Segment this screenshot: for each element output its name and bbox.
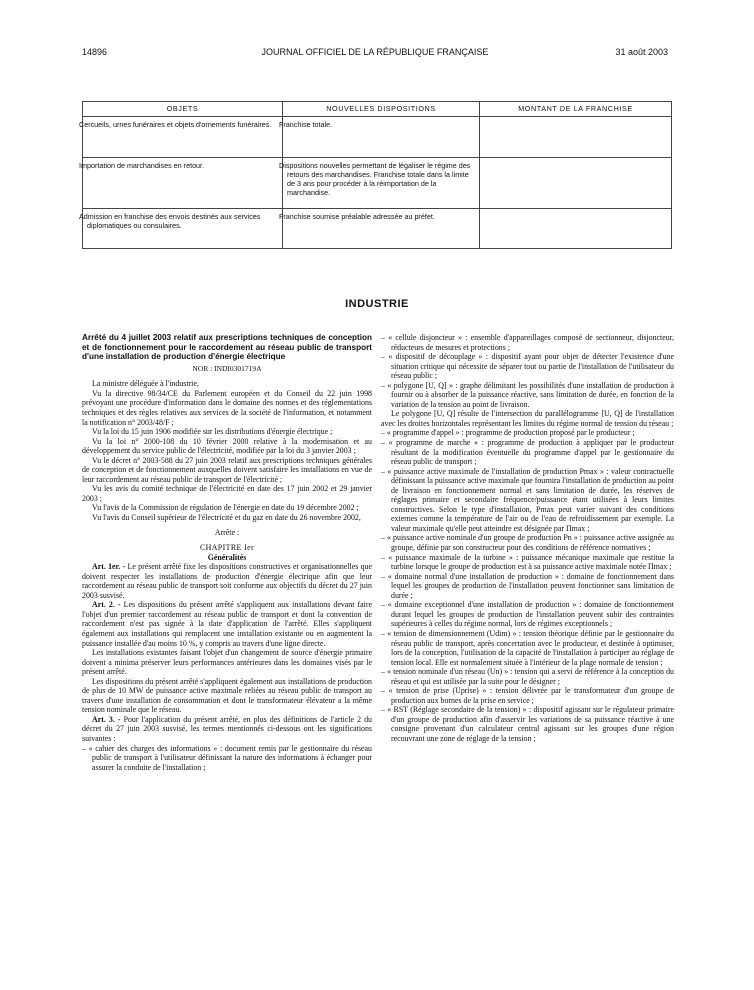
preamble-paragraph: Vu l'avis de la Commission de régulation de l'énergie en date du 19 décembre 2002 ; (92, 503, 359, 513)
column-header-dispositions: NOUVELLES DISPOSITIONS (283, 102, 480, 117)
definition-item: – « RST (Réglage secondaire de la tension) » : dispositif agissant sur le régulateur primaire d'un groupe de production afin d'asservir les variations de sa puissance réactive à une consigne provenant d'un calculateur central agissant sur les groupes d'une région recouvrant une zone de réglage de la tension ; (381, 705, 674, 743)
definition-item: – « domaine normal d'une installation de production » : domaine de fonctionnement dans lequel les groupes de production de l'installation peuvent fonctionner sans limitation de durée ; (381, 571, 674, 600)
table-cell-dispositions: Franchise soumise préalable adressée au préfet. (283, 209, 480, 249)
table-row (83, 209, 672, 249)
table-cell-objets: Importation de marchandises en retour. (83, 158, 283, 209)
table-row (83, 158, 672, 209)
right-column (381, 333, 674, 744)
table-cell-objets: Admission en franchise des envois destinés aux services diplomatiques ou consulaires. (83, 209, 283, 249)
definition-item: – « puissance active nominale d'un groupe de production Pn » : puissance active assignée au groupe, définie par son constructeur pour des conditions de référence normatives ; (381, 533, 674, 553)
article-1-text: Le présent arrêté fixe les dispositions constructives et organisationnelles que doivent respecter les installations de production d'énergie électrique afin que leur raccordement au réseau public de transport soit conforme aux objectifs du décret du 27 juin 2003 susvisé. (82, 562, 372, 600)
chapter-title: Généralités (207, 552, 247, 562)
article-2-text: Les dispositions du présent arrêté s'appliquent aux installations devant faire l'objet d'un premier raccordement au réseau public de transport et dont la convention de raccordement n'est pas signée à la date d'application de l'arrêté. Elles s'appliquent également aux installations qui remplacent une installation existante ou en augmentent la puissance installée d'au moins 10 %, y compris au travers d'une ligne directe. (82, 600, 372, 648)
decree-title: Arrêté du 4 juillet 2003 relatif aux prescriptions techniques de conception et de fonctionnement pour le raccordement au réseau public de transport d'une installation de production d'énergie électrique (82, 333, 372, 362)
definition-item: – « tension de prise (Uprise) » : tension délivrée par le transformateur d'un groupe de production aux bornes de la prise en service ; (381, 686, 674, 705)
definition-item: – « tension de dimensionnement (Udim) » : tension théorique définie par le gestionnaire du réseau public de transport, après concertation avec le producteur, et destinée à optimiser, lors de la conception, l'utilisation de la capacité de l'installation à participer au réglage de tension local. Elle est normalement située à l'intérieur de la plage normale de tension ; (381, 628, 674, 667)
article-2-label: Art. 2. - (92, 600, 121, 610)
preamble-paragraph: Vu la loi du 15 juin 1906 modifiée sur les distributions d'énergie électrique ; (92, 427, 333, 437)
definition-item: – « puissance active maximale de l'installation de production Pmax » : valeur contractuelle définissant la puissance active maximale que fournira l'installation de production au point de livraison en fonctionnement normal et sans limitation de durée, les réserves de réglages primaire et secondaire fréquence/puissance étant utilisées à leurs limites constructives. Selon le type d'installation, Pmax peut varier suivant des conditions externes comme la température de l'air ou de l'eau de refroidissement par exemple. La valeur maximale qu'elle peut atteindre est désignée par Πmax ; (381, 466, 674, 533)
franchise-table (79, 101, 672, 249)
preamble-paragraph: Vu les avis du comité technique de l'électricité en date des 17 juin 2002 et 29 janvier 2003 ; (82, 484, 372, 503)
table-header-row (83, 102, 672, 117)
page-number: 14896 (82, 47, 108, 57)
column-header-montant: MONTANT DE LA FRANCHISE (480, 102, 672, 117)
table-cell-objets: Cercueils, urnes funéraires et objets d'ornements funéraires. (83, 117, 283, 158)
preamble-paragraph: Vu la loi n° 2000-108 du 10 février 2000 relative à la modernisation et au développement du service public de l'électricité, modifiée par la loi du 3 janvier 2003 ; (82, 436, 372, 456)
article-3-text: Pour l'application du présent arrêté, en plus des définitions de l'article 2 du décret du 27 juin 2003 susvisé, les termes mentionnés ci-dessous ont les significations suivantes : (82, 714, 372, 744)
article-2-paragraph: Les installations existantes faisant l'objet d'un changement de source d'énergie primaire doivent a minima préserver leurs performances antérieures dans les domaines visés par le présent arrêté. (82, 648, 372, 677)
article-2 (82, 600, 372, 648)
page-header (82, 47, 668, 61)
table-cell-montant (480, 158, 672, 209)
journal-title: JOURNAL OFFICIEL DE LA RÉPUBLIQUE FRANÇAISE (261, 47, 489, 57)
publication-date: 31 août 2003 (615, 47, 668, 57)
preamble-paragraph: Vu la directive 98/34/CE du Parlement européen et du Conseil du 22 juin 1998 prévoyant une procédure d'information dans le domaine des normes et des réglementations techniques et des règles relatives aux services de la société de l'information, et notamment la notification n° 2003/48/F ; (82, 388, 372, 427)
definition-item: – « programme de marche » : programme de production à appliquer par le producteur résultant de la modification éventuelle du programme d'appel par le gestionnaire du réseau public de transport ; (381, 438, 674, 467)
article-3 (82, 715, 372, 744)
definition-item: – « polygone [U, Q] » : graphe délimitant les possibilités d'une installation de production à fournir ou à absorber de la puissance réactive, sans limitation de durée, en fonction de la variation de la tension au point de livraison. (381, 380, 674, 409)
section-title: INDUSTRIE (345, 298, 409, 310)
article-2-paragraph: Les dispositions du présent arrêté s'appliquent également aux installations de production de plus de 10 MW de puissance active maximale reliées au réseau public de transport au travers d'une installation de consommation et dont le transformateur élévateur a la même tension nominale que le réseau. (82, 676, 372, 715)
definition-item: – « programme d'appel » : programme de production proposé par le producteur ; (381, 428, 635, 438)
chapter-heading: CHAPITRE Ier (199, 543, 255, 553)
definition-item: – « dispositif de découplage » : dispositif ayant pour objet de détecter l'existence d'une situation critique qui nécessite de séparer tout ou partie de l'installation de l'utilisateur du réseau public ; (381, 352, 674, 381)
table-cell-montant (480, 209, 672, 249)
article-1 (82, 562, 372, 600)
definition-item: – « domaine exceptionnel d'une installation de production » : domaine de fonctionnement durant lequel les groupes de production de l'installation peuvent subir des contraintes supérieures à celles du régime normal, lors de régimes exceptionnels ; (381, 600, 674, 629)
definition-item: – « cahier des charges des informations » : document remis par le gestionnaire du réseau public de transport à l'utilisateur définissant la nature des informations à échanger pour assurer la conduite de l'installation ; (82, 743, 372, 772)
definition-item: – « cellule disjoncteur » : ensemble d'appareillages composé de sectionneur, disjoncteur, réducteurs de mesures et protections ; (381, 333, 674, 352)
preamble-paragraph: Vu l'avis du Conseil supérieur de l'électricité et du gaz en date du 26 novembre 2002, (92, 512, 361, 522)
table-row (83, 117, 672, 158)
left-column (82, 333, 372, 772)
preamble-paragraph: Vu le décret n° 2003-588 du 27 juin 2003 relatif aux prescriptions techniques générales de conception et de fonctionnement auxquelles doivent satisfaire les installations en vue de leur raccordement au réseau public de transport de l'électricité ; (82, 455, 372, 484)
arrete-label: Arrête : (214, 527, 240, 537)
column-header-objets: OBJETS (83, 102, 283, 117)
article-3-label: Art. 3. - (92, 714, 121, 724)
table-cell-montant (480, 117, 672, 158)
table-cell-dispositions: Franchise totale. (283, 117, 480, 158)
preamble-paragraph: La ministre déléguée à l'industrie, (92, 379, 199, 389)
article-1-label: Art. 1er. - (92, 562, 126, 572)
nor-reference: NOR : INDI0301719A (192, 363, 262, 373)
definition-item: – « tension nominale d'un réseau (Un) » : tension qui a servi de référence à la conception du réseau et qui est utilisée par la suite pour le désigner ; (381, 667, 674, 686)
table-cell-dispositions: Dispositions nouvelles permettant de légaliser le régime des retours des marchandises. Franchise totale dans la limite de 3 ans pour procéder à la réimportation de la marchandise. (283, 158, 480, 209)
definition-paragraph: Le polygone [U, Q] résulte de l'intersection du parallélogramme [U, Q] de l'installation avec les droites horizontales représentant les limites du régime normal de tension du réseau ; (381, 409, 674, 428)
definition-item: – « puissance maximale de la turbine » : puissance mécanique maximale que restitue la turbine lorsque le groupe de production est à sa puissance active maximale notée Πmax ; (381, 552, 674, 572)
